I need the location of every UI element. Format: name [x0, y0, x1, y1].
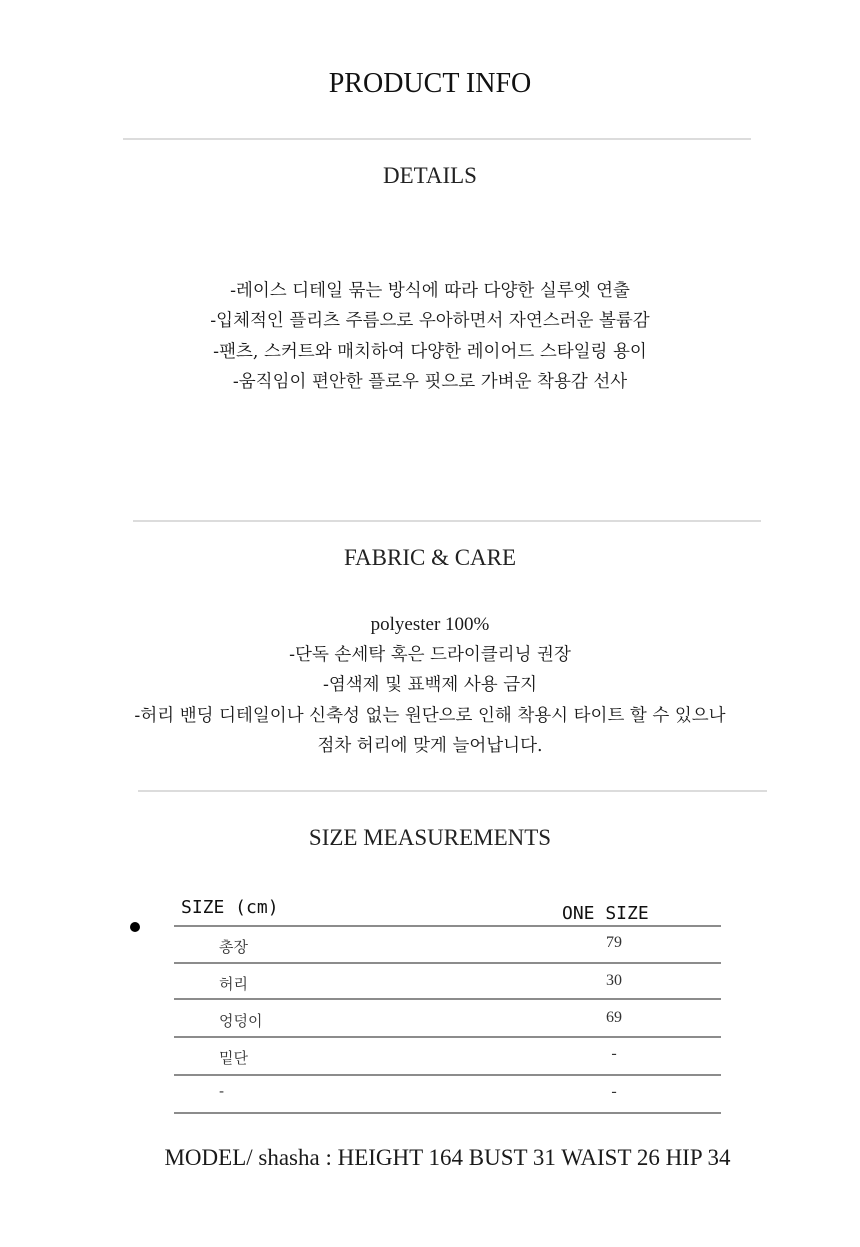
table-rule — [174, 1074, 721, 1076]
details-line: -팬츠, 스커트와 매치하여 다양한 레이어드 스타일링 용이 — [213, 342, 647, 362]
table-rule — [174, 925, 721, 927]
divider — [123, 138, 751, 140]
table-row-value: 30 — [606, 972, 622, 989]
table-rule — [174, 962, 721, 964]
table-row-value: - — [611, 1045, 617, 1062]
details-heading: DETAILS — [383, 163, 477, 188]
details-line: -레이스 디테일 묶는 방식에 따라 다양한 실루엣 연출 — [230, 281, 630, 301]
table-rule — [174, 998, 721, 1000]
table-rule — [174, 1036, 721, 1038]
divider — [133, 520, 761, 522]
care-line: -염색제 및 표백제 사용 금지 — [322, 675, 538, 695]
table-row-value: - — [611, 1083, 617, 1100]
table-row-value: 79 — [606, 934, 622, 951]
size-header-label: SIZE (cm) — [181, 897, 279, 918]
details-line: -입체적인 플리츠 주름으로 우아하면서 자연스러운 볼륨감 — [210, 311, 650, 331]
model-info: MODEL/ shasha : HEIGHT 164 BUST 31 WAIST 26 HIP 34 — [164, 1145, 731, 1170]
details-line: -움직임이 편안한 플로우 핏으로 가벼운 착용감 선사 — [232, 372, 628, 392]
size-heading: SIZE MEASUREMENTS — [308, 825, 552, 850]
table-row-label: - — [219, 1082, 225, 1100]
bullet-icon — [130, 922, 140, 932]
table-row-label: 엉덩이 — [219, 1012, 263, 1030]
table-row-label: 허리 — [219, 975, 248, 993]
care-line: -단독 손세탁 혹은 드라이클리닝 권장 — [289, 645, 571, 665]
table-row-label: 총장 — [219, 938, 248, 956]
table-row-label: 밑단 — [219, 1049, 248, 1067]
material-line: polyester 100% — [370, 614, 490, 635]
care-line: 점차 허리에 맞게 늘어납니다. — [317, 736, 543, 756]
table-row-value: 69 — [606, 1009, 622, 1026]
fabric-care-heading: FABRIC & CARE — [343, 545, 517, 570]
care-line: -허리 밴딩 디테일이나 신축성 없는 원단으로 인해 착용시 타이트 할 수 있으나 — [134, 706, 726, 726]
divider — [138, 790, 767, 792]
table-rule — [174, 1112, 721, 1114]
page-title: PRODUCT INFO — [328, 68, 532, 99]
size-header-onesize: ONE SIZE — [562, 903, 649, 924]
